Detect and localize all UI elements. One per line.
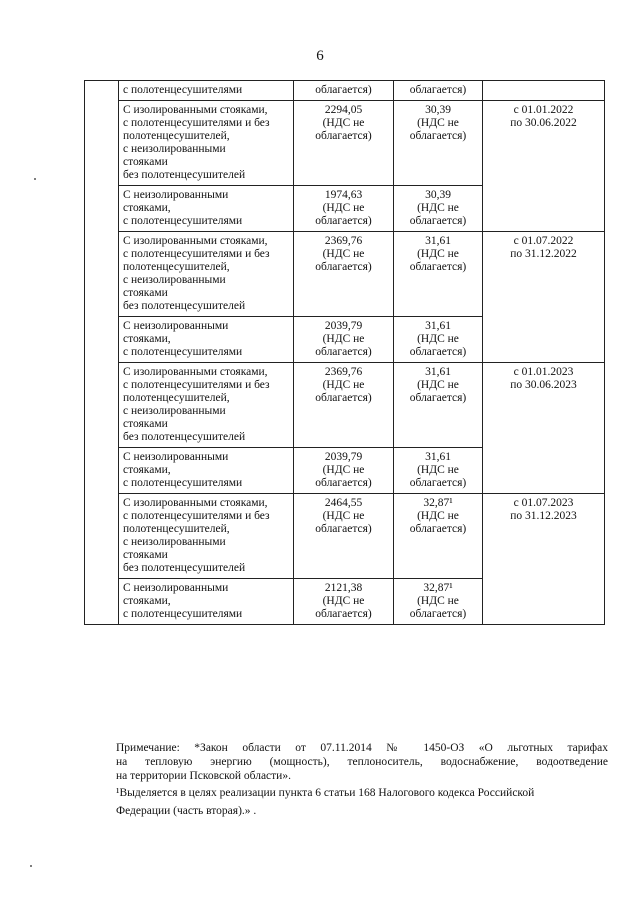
price-cell [294,448,394,494]
desc-cell [119,232,294,317]
desc-line: с полотенцесушителями [123,215,243,227]
heat-value: 31,61 [425,235,451,247]
heat-line: облагается) [409,608,467,620]
price-value: 2039,79 [324,451,363,463]
price-cell [294,579,394,625]
period-cell [483,232,605,363]
period-end: по 30.06.2023 [510,379,577,391]
desc-cell [119,101,294,186]
heat-value: 30,39 [425,189,451,201]
desc-line: С неизолированными [123,582,229,594]
price-line: (НДС не [322,248,365,260]
price-line: облагается) [315,477,372,489]
price-line: облагается) [315,346,372,358]
desc-line: с неизолированными [123,143,226,155]
desc-line: полотенцесушителей, [123,130,230,142]
footnote-line: ¹Выделяется в целях реализации пункта 6 статьи 168 Налогового кодекса Российской [116,787,535,799]
heat-value: 30,39 [425,104,451,116]
desc-line: С изолированными стояками, [123,497,268,509]
desc-line: с полотенцесушителями [123,346,243,358]
table-row [85,494,605,579]
heat-value: 32,87¹ [423,582,453,594]
heat-value: 32,87¹ [423,497,453,509]
desc-line: С неизолированными [123,451,229,463]
price-line: (НДС не [322,464,365,476]
price-cell [294,317,394,363]
price-line: (НДС не [322,117,365,129]
desc-line: стояками, [123,202,171,214]
heat-line: облагается) [409,261,467,273]
heat-line: (НДС не [417,117,459,129]
desc-line: без полотенцесушителей [123,300,246,312]
desc-line: стояками [123,549,168,561]
price-line: облагается) [315,130,372,142]
heat-line: облагается) [409,84,467,96]
desc-line: стояками, [123,333,171,345]
heat-cell [394,186,483,232]
desc-line: с полотенцесушителями [123,84,243,96]
price-line: (НДС не [322,333,365,345]
heat-line: (НДС не [417,464,459,476]
price-value: 2294,05 [324,104,363,116]
blank-column-cell [85,81,119,625]
desc-line: с неизолированными [123,405,226,417]
heat-line: облагается) [409,215,467,227]
note-line: Примечание: *Закон области от 07.11.2014 № 1450-ОЗ «О льготных тарифах [116,742,608,754]
desc-line: с полотенцесушителями [123,608,243,620]
desc-cell [119,317,294,363]
heat-value: 31,61 [425,320,451,332]
desc-line: С неизолированными [123,189,229,201]
price-value: 2464,55 [324,497,363,509]
desc-line: полотенцесушителей, [123,392,230,404]
heat-cell [394,494,483,579]
heat-value: 31,61 [425,451,451,463]
price-line: облагается) [315,392,372,404]
heat-cell [394,81,483,101]
desc-line: стояками [123,287,168,299]
heat-cell [394,101,483,186]
price-value: 2369,76 [324,366,363,378]
desc-line: стояками [123,418,168,430]
price-line: (НДС не [322,379,365,391]
heat-line: (НДС не [417,595,459,607]
heat-line: (НДС не [417,510,459,522]
price-line: (НДС не [322,595,365,607]
price-cell [294,186,394,232]
desc-line: без полотенцесушителей [123,169,246,181]
heat-cell [394,448,483,494]
period-end: по 31.12.2022 [510,248,577,260]
price-cell [294,81,394,101]
desc-line: стояками [123,156,168,168]
heat-cell [394,232,483,317]
heat-line: (НДС не [417,379,459,391]
period-cell [483,101,605,232]
desc-line: с полотенцесушителями и без [123,248,270,260]
table-row [85,81,605,101]
heat-line: (НДС не [417,333,459,345]
price-cell [294,232,394,317]
desc-line: без полотенцесушителей [123,431,246,443]
desc-line: полотенцесушителей, [123,261,230,273]
note-line: на территории Псковской области». [116,770,291,782]
page-number: 6 [316,48,324,64]
period-cell [483,494,605,625]
period-start: с 01.07.2022 [513,235,574,247]
heat-line: (НДС не [417,202,459,214]
scan-speck [30,865,32,867]
period-start: с 01.01.2022 [513,104,574,116]
price-cell [294,363,394,448]
heat-line: облагается) [409,477,467,489]
heat-cell [394,317,483,363]
heat-cell [394,363,483,448]
price-line: облагается) [315,215,372,227]
price-line: облагается) [315,523,372,535]
price-value: 1974,63 [324,189,363,201]
desc-line: полотенцесушителей, [123,523,230,535]
desc-cell [119,81,294,101]
price-line: (НДС не [322,202,365,214]
desc-cell [119,363,294,448]
price-value: 2369,76 [324,235,363,247]
price-line: облагается) [315,608,372,620]
desc-line: с неизолированными [123,536,226,548]
desc-line: без полотенцесушителей [123,562,246,574]
period-end: по 31.12.2023 [510,510,577,522]
price-line: (НДС не [322,510,365,522]
heat-line: облагается) [409,346,467,358]
scan-speck [34,178,36,180]
period-start: с 01.07.2023 [513,497,574,509]
period-cell [483,81,605,101]
note-line: на тепловую энергию (мощность), теплоноситель, водоснабжение, водоотведение [116,756,608,768]
desc-cell [119,448,294,494]
heat-value: 31,61 [425,366,451,378]
price-cell [294,101,394,186]
desc-line: стояками, [123,464,171,476]
desc-line: С изолированными стояками, [123,104,268,116]
tariff-table [84,80,605,625]
footnote-line: Федерации (часть вторая).» . [116,805,257,817]
desc-line: с полотенцесушителями [123,477,243,489]
desc-line: с полотенцесушителями и без [123,510,270,522]
table-row [85,232,605,317]
price-value: 2039,79 [324,320,363,332]
desc-line: с неизолированными [123,274,226,286]
table-row [85,363,605,448]
desc-line: с полотенцесушителями и без [123,379,270,391]
heat-line: (НДС не [417,248,459,260]
desc-line: с полотенцесушителями и без [123,117,270,129]
desc-line: С неизолированными [123,320,229,332]
price-value: 2121,38 [324,582,363,594]
price-line: облагается) [315,261,372,273]
desc-line: стояками, [123,595,171,607]
price-cell [294,494,394,579]
desc-cell [119,494,294,579]
period-end: по 30.06.2022 [510,117,577,129]
desc-cell [119,186,294,232]
desc-line: С изолированными стояками, [123,366,268,378]
heat-cell [394,579,483,625]
desc-line: С изолированными стояками, [123,235,268,247]
period-start: с 01.01.2023 [513,366,574,378]
heat-line: облагается) [409,523,467,535]
table-row [85,101,605,186]
heat-line: облагается) [409,392,467,404]
period-cell [483,363,605,494]
desc-cell [119,579,294,625]
price-line: облагается) [315,84,372,96]
heat-line: облагается) [409,130,467,142]
